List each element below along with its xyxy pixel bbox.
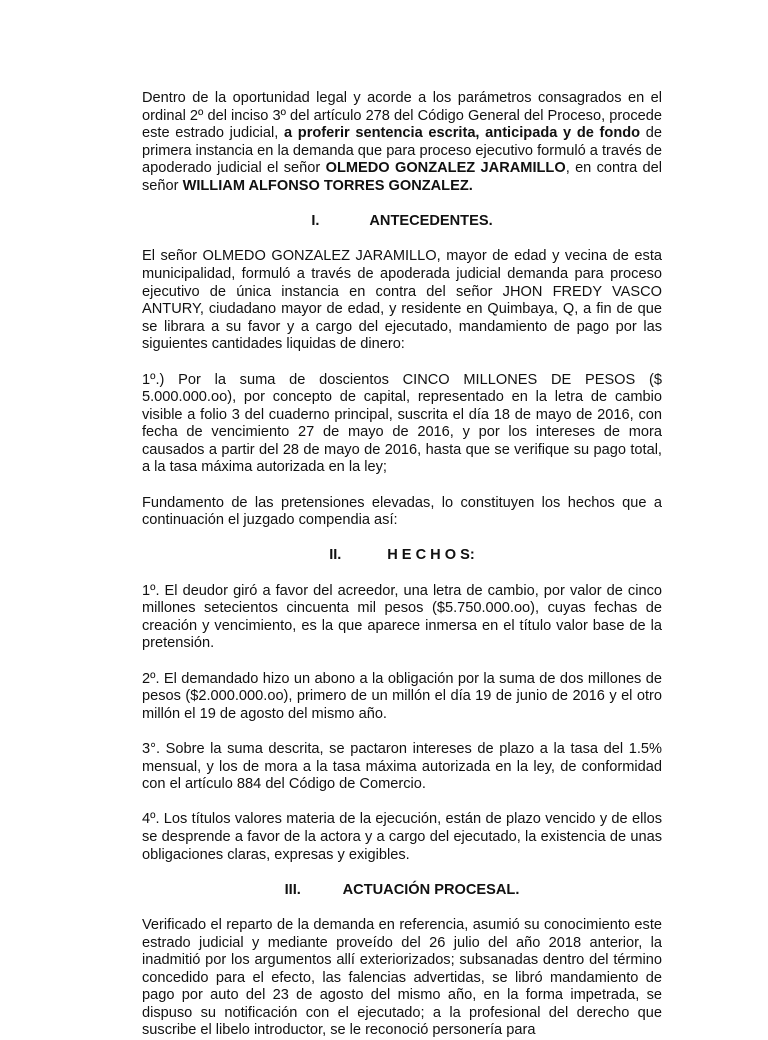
paragraph: 1º. El deudor giró a favor del acreedor, una letra de cambio, por valor de cinco millones setecientos cincuenta mil pesos ($5.750.000.oo), cuyas fechas de creación y vencimiento, es la que aparece inmersa en el título valor base de la pretensión. [142,582,662,652]
intro-paragraph [142,90,662,196]
section-heading-hechos [142,547,662,565]
section-title: ACTUACIÓN PROCESAL. [342,881,520,898]
section-number: III. [284,881,301,898]
paragraph: 1º.) Por la suma de doscientos CINCO MILLONES DE PESOS ($ 5.000.000.oo), por concepto de capital, representado en la letra de cambio visible a folio 3 del cuaderno principal, suscrita el día 18 de mayo de 2016, con fecha de vencimiento 27 de mayo de 2016, y por los intereses de mora causados a partir del 28 de mayo de 2016, hasta que se verifique su pago total, a la tasa máxima autorizada en la ley; [142,371,662,476]
paragraph: 3°. Sobre la suma descrita, se pactaron intereses de plazo a la tasa del 1.5% mensual, y los de mora a la tasa máxima autorizada en la ley, de conformidad con el artículo 884 del Código de Comercio. [142,740,662,793]
intro-text-1: Dentro de la oportunidad legal y acorde a los parámetros consagrados en el ordinal 2º del inciso 3º del artículo 278 del Código General del Proceso, procede este estrado judicial, [142,90,662,142]
paragraph: 4º. Los títulos valores materia de la ejecución, están de plazo vencido y de ellos se desprende a favor de la actora y a cargo del ejecutado, la existencia de unas obligaciones claras, expresas y exigibles. [142,811,662,863]
intro-text-3: , en contra del señor [142,160,662,194]
paragraph: El señor OLMEDO GONZALEZ JARAMILLO, mayor de edad y vecina de esta municipalidad, formuló a través de apoderada judicial demanda para proceso ejecutivo de única instancia en contra del señor JHON FREDY VASCO ANTURY, ciudadano mayor de edad, y residente en Quimbaya, Q, a fin de que se librara a su favor y a cargo del ejecutado, mandamiento de pago por las siguientes cantidades liquidas de dinero: [142,248,662,353]
intro-bold-defendant: WILLIAM ALFONSO TORRES GONZALEZ. [182,177,473,194]
section-heading-antecedentes [142,213,662,231]
intro-text-2: de primera instancia en la demanda que para proceso ejecutivo formuló a través de apoderado judicial el señor [142,125,662,177]
paragraph: Verificado el reparto de la demanda en referencia, asumió su conocimiento este estrado judicial y mediante proveído del 26 julio del año 2018 anterior, la inadmitió por los argumentos allí exteriorizados; subsanadas dentro del término concedido para el efecto, las falencias advertidas, se libró mandamiento de pago por auto del 23 de agosto del mismo año, en la forma impetrada, se dispuso su notificación con el ejecutado; a la profesional del derecho que suscribe el libelo introductor, se le reconoció personería para [142,916,662,1039]
document-body [142,90,662,1040]
paragraph: Fundamento de las pretensiones elevadas, lo constituyen los hechos que a continuación el juzgado compendia así: [142,494,662,529]
intro-bold-plaintiff: OLMEDO GONZALEZ JARAMILLO [325,160,566,177]
section-number: II. [329,547,342,564]
section-title: ANTECEDENTES. [369,213,493,230]
paragraph: 2º. El demandado hizo un abono a la obligación por la suma de dos millones de pesos ($2.000.000.oo), primero de un millón el día 19 de junio de 2016 y el otro millón el 19 de agosto del mismo año. [142,670,662,722]
section-heading-actuacion-procesal [142,882,662,900]
intro-bold-ruling: a proferir sentencia escrita, anticipada y de fondo [283,125,641,142]
section-number: I. [311,213,320,230]
section-title: H E C H O S: [387,547,475,564]
